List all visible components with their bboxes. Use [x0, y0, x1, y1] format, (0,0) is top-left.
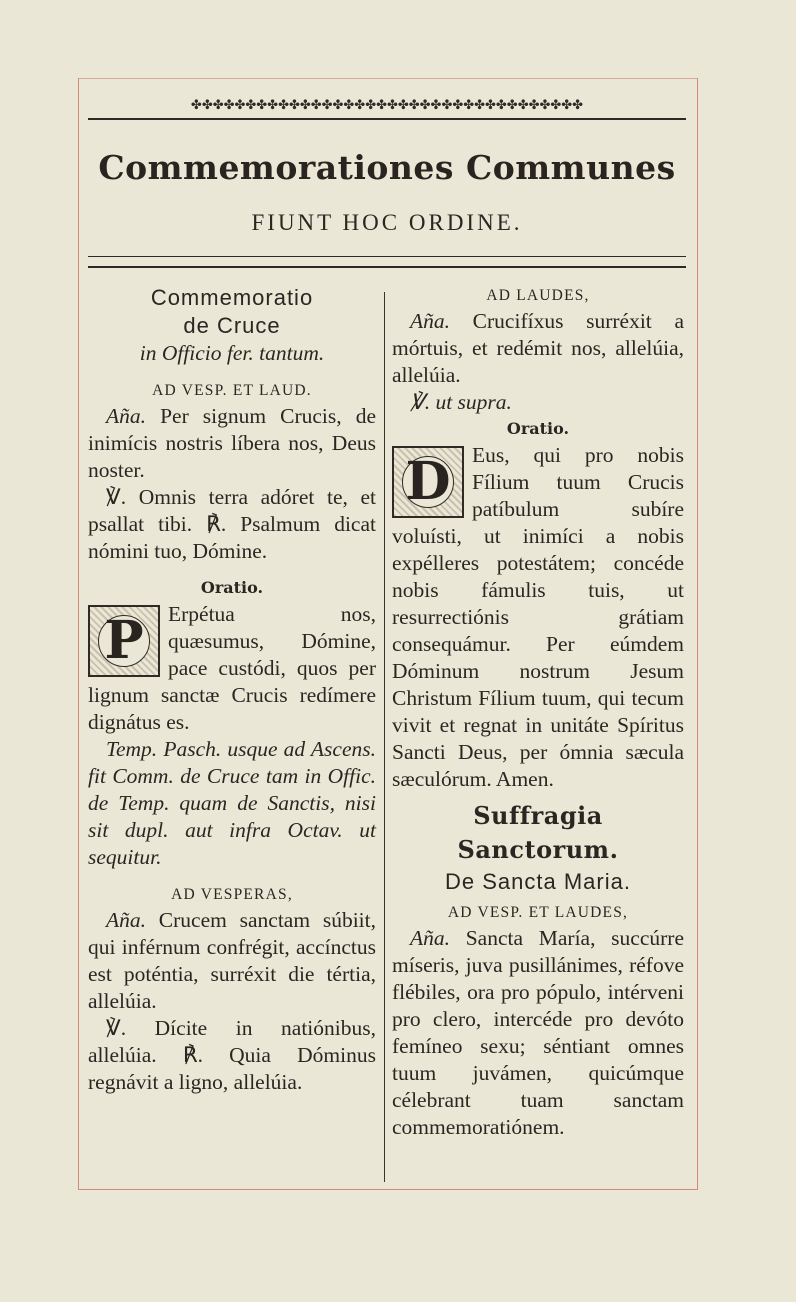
initial-letter: P — [98, 615, 150, 667]
versicle-3: ℣. ut supra. — [410, 390, 512, 414]
oratio-paragraph-2 — [392, 442, 684, 793]
initial-letter: D — [402, 456, 454, 508]
section-heading-2: de Cruce — [183, 313, 281, 338]
antiphon-text: Per signum Crucis, de inimícis nostris líbera nos, Deus noster. — [88, 404, 376, 482]
antiphon-label: Aña. — [106, 908, 147, 932]
antiphon-1 — [88, 403, 376, 484]
header-rule-bottom — [88, 266, 686, 268]
antiphon-label: Aña. — [410, 309, 451, 333]
rubric-vesp-laudes: AD VESP. ET LAUDES, — [447, 904, 629, 921]
decorated-initial-p — [88, 605, 160, 677]
section-heading: Commemoratio — [150, 285, 314, 310]
antiphon-label: Aña. — [106, 404, 147, 428]
versicle-2: ℣. Dícite in natiónibus, allelúia. ℟. Quia Dóminus regnávit a ligno, allelúia. — [88, 1016, 376, 1094]
antiphon-label: Aña. — [410, 926, 451, 950]
page-title: Commemorationes Communes — [98, 148, 676, 187]
oratio-paragraph — [88, 601, 376, 736]
oratio-label-2: Oratio. — [506, 419, 570, 438]
ornament-border: ✤✤✤✤✤✤✤✤✤✤✤✤✤✤✤✤✤✤✤✤✤✤✤✤✤✤✤✤✤✤✤✤✤✤✤✤ — [190, 97, 584, 112]
de-sancta-maria-heading: De Sancta Maria. — [445, 869, 631, 894]
oratio-text: Erpétua nos, quæsumus, Dómine, pace custódi, quos per lignum sanctæ Crucis redímere dignátus es. — [88, 602, 376, 734]
antiphon-4 — [392, 925, 684, 1141]
right-column — [392, 284, 684, 1141]
left-column — [88, 284, 376, 1096]
suffragia-heading: Suffragia Sanctorum. — [457, 801, 619, 864]
column-divider — [384, 292, 385, 1182]
rubric-note: Temp. Pasch. usque ad Ascens. fit Comm. de Cruce tam in Offic. de Temp. quam de Sanctis, nisi sit dupl. aut infra Octav. ut sequitur. — [88, 737, 376, 869]
rubric-vesp-laud: AD VESP. ET LAUD. — [152, 382, 312, 399]
antiphon-text: Sancta María, succúrre míseris, juva pusillánimes, réfove flébiles, ora pro pópulo, intérveni pro clero, intercéde pro devóto femíneo sexu; séntiant omnes tuum juvámen, quicúmque célebrant tuam sanctam commemoratiónem. — [392, 926, 684, 1139]
antiphon-3 — [392, 308, 684, 389]
header-rule-top — [88, 118, 686, 120]
oratio-text: Eus, qui pro nobis Fílium tuum Crucis patíbulum subíre voluísti, ut inimíci a nobis expélleres potestátem; concéde nobis fámulis tuis, ut resurrectiónis grátiam consequámur. Per eúmdem Dóminum nostrum Jesum Christum Fílium tuum, qui tecum vivit et regnat in unitáte Spíritus Sancti Deus, per ómnia sæcula sæculórum. Amen. — [392, 443, 684, 791]
antiphon-text: Crucem sanctam súbiit, qui inférnum confrégit, accínctus est poténtia, surréxit die tértia, allelúia. — [88, 908, 376, 1013]
oratio-label: Oratio. — [200, 578, 264, 597]
heading-note: in Officio fer. tantum. — [139, 341, 325, 365]
header-rule-thin — [88, 256, 686, 257]
versicle-1: ℣. Omnis terra adóret te, et psallat tibi. ℟. Psalmum dicat nómini tuo, Dómine. — [88, 485, 376, 563]
page-subtitle: FIUNT HOC ORDINE. — [251, 210, 523, 235]
rubric-laudes: AD LAUDES, — [486, 287, 590, 304]
antiphon-text: Crucifíxus surréxit a mórtuis, et redémit nos, allelúia, allelúia. — [392, 309, 684, 387]
decorated-initial-d — [392, 446, 464, 518]
antiphon-2 — [88, 907, 376, 1015]
rubric-vesperas: AD VESPERAS, — [171, 886, 293, 903]
